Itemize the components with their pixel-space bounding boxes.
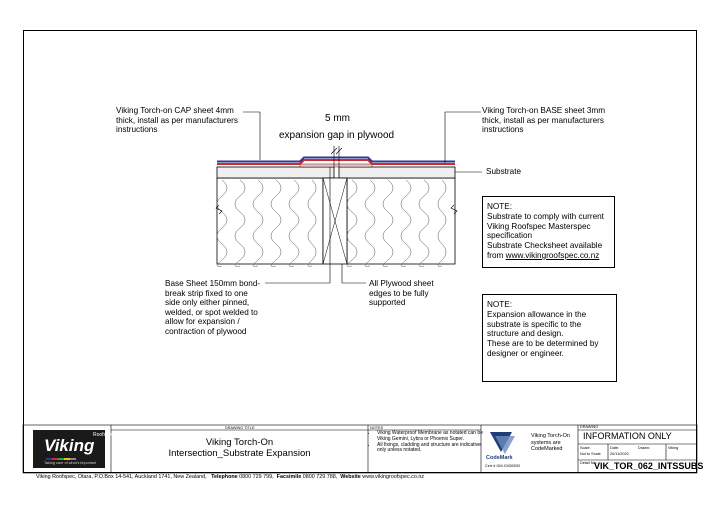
leader-base-sheet [445,112,481,163]
codemark-logo [490,432,515,454]
label-bond-break-strip: Base Sheet 150mm bond- break strip fixed to one side only either pinned, welded, or spot welded to allow for expansion / contraction of plywood [165,279,261,336]
detail-label: Detail No: [580,461,597,465]
label-gap-size: 5 mm [325,113,350,124]
codemark-text: Viking Torch-On systems are CodeMarked [531,433,570,452]
drawing-title-line1: Viking Torch-On [205,437,274,448]
note-item: • All fixings, cladding and structure are indicative only unless notated. [377,443,485,455]
footer-tel-label: Telephone [211,474,238,480]
drawn-label: Drawn: [638,446,651,450]
note-substrate-box [482,196,615,268]
drawing-title-line2: Intersection_Substrate Expansion [168,448,311,459]
footer-fax-label: Facsimile [276,474,302,480]
codemark-cert: Cert # GM-CM30092 [485,464,521,468]
footer-fax: 0800 729 788, [302,474,338,480]
leader-cap-sheet [243,112,260,160]
label-base-sheet: Viking Torch-on BASE sheet 3mm thick, install as per manufacturers instructions [482,106,606,135]
notes-heading: NOTES [370,426,384,430]
plywood-left [217,167,334,178]
drawing-heading: DRAWING [580,425,599,429]
footer-address: Viking Roofspec, Otara, P.O.Box 14-541, Auckland 1741, New Zealand, [36,474,207,480]
note-substrate-text: Substrate to comply with current Viking Roofspec Masterspec specification Substrate Checksheet available from [487,211,604,260]
insulation-right [347,178,455,266]
detail-number: VIK_TOR_062_INTSSUBS [594,461,704,471]
masterspec-link[interactable]: www.vikingroofspec.co.nz [505,250,600,260]
scale-value: Not to Scale [580,452,601,456]
footer-web-label: Website [340,474,361,480]
date-label: Date: [610,446,620,450]
logo-colour-strip [46,458,76,460]
note-expansion-heading: NOTE: [487,300,513,309]
note-item: • Viking Waterproof Membrane as notated can be Viking Gemini, Lybra or Phoenix Super. [377,431,485,443]
codemark-name: CodeMark [486,455,513,461]
drawing-title [111,437,368,459]
label-plywood-edges: All Plywood sheet edges to be fully supported [369,279,434,308]
logo-viking: Viking [44,436,95,455]
insulation-left [217,178,323,266]
label-substrate: Substrate [486,167,522,176]
drawing-title-heading: DRAWING TITLE [225,426,255,430]
note-expansion-box [482,294,617,382]
break-line-right [451,205,457,214]
note-substrate-heading: NOTE: [487,202,513,211]
label-gap-description: expansion gap in plywood [279,130,395,141]
logo-tagline: Taking care of what's important [44,461,97,465]
plywood-right [339,167,455,178]
notes-list [370,431,485,454]
footer-contact [36,474,424,480]
footer-web[interactable]: www.vikingroofspec.co.nz [362,474,425,480]
note-expansion-text: Expansion allowance in the substrate is specific to the structure and design. These are to be determined by designer or engineer. [487,309,599,358]
drawing-status: INFORMATION ONLY [583,431,672,441]
footer-tel: 0800 729 799, [239,474,274,480]
bond-break-strip [300,164,372,167]
drawn-value: Viking [668,446,679,450]
scale-label: Scale: [580,446,591,450]
label-cap-sheet: Viking Torch-on CAP sheet 4mm thick, install as per manufacturers instructions [116,106,238,135]
logo-roofspec: Roofspec [93,432,115,438]
leader-plywood-edges [342,264,366,283]
date-value: 20/11/2020 [610,452,629,456]
leader-bond-strip [265,167,330,283]
